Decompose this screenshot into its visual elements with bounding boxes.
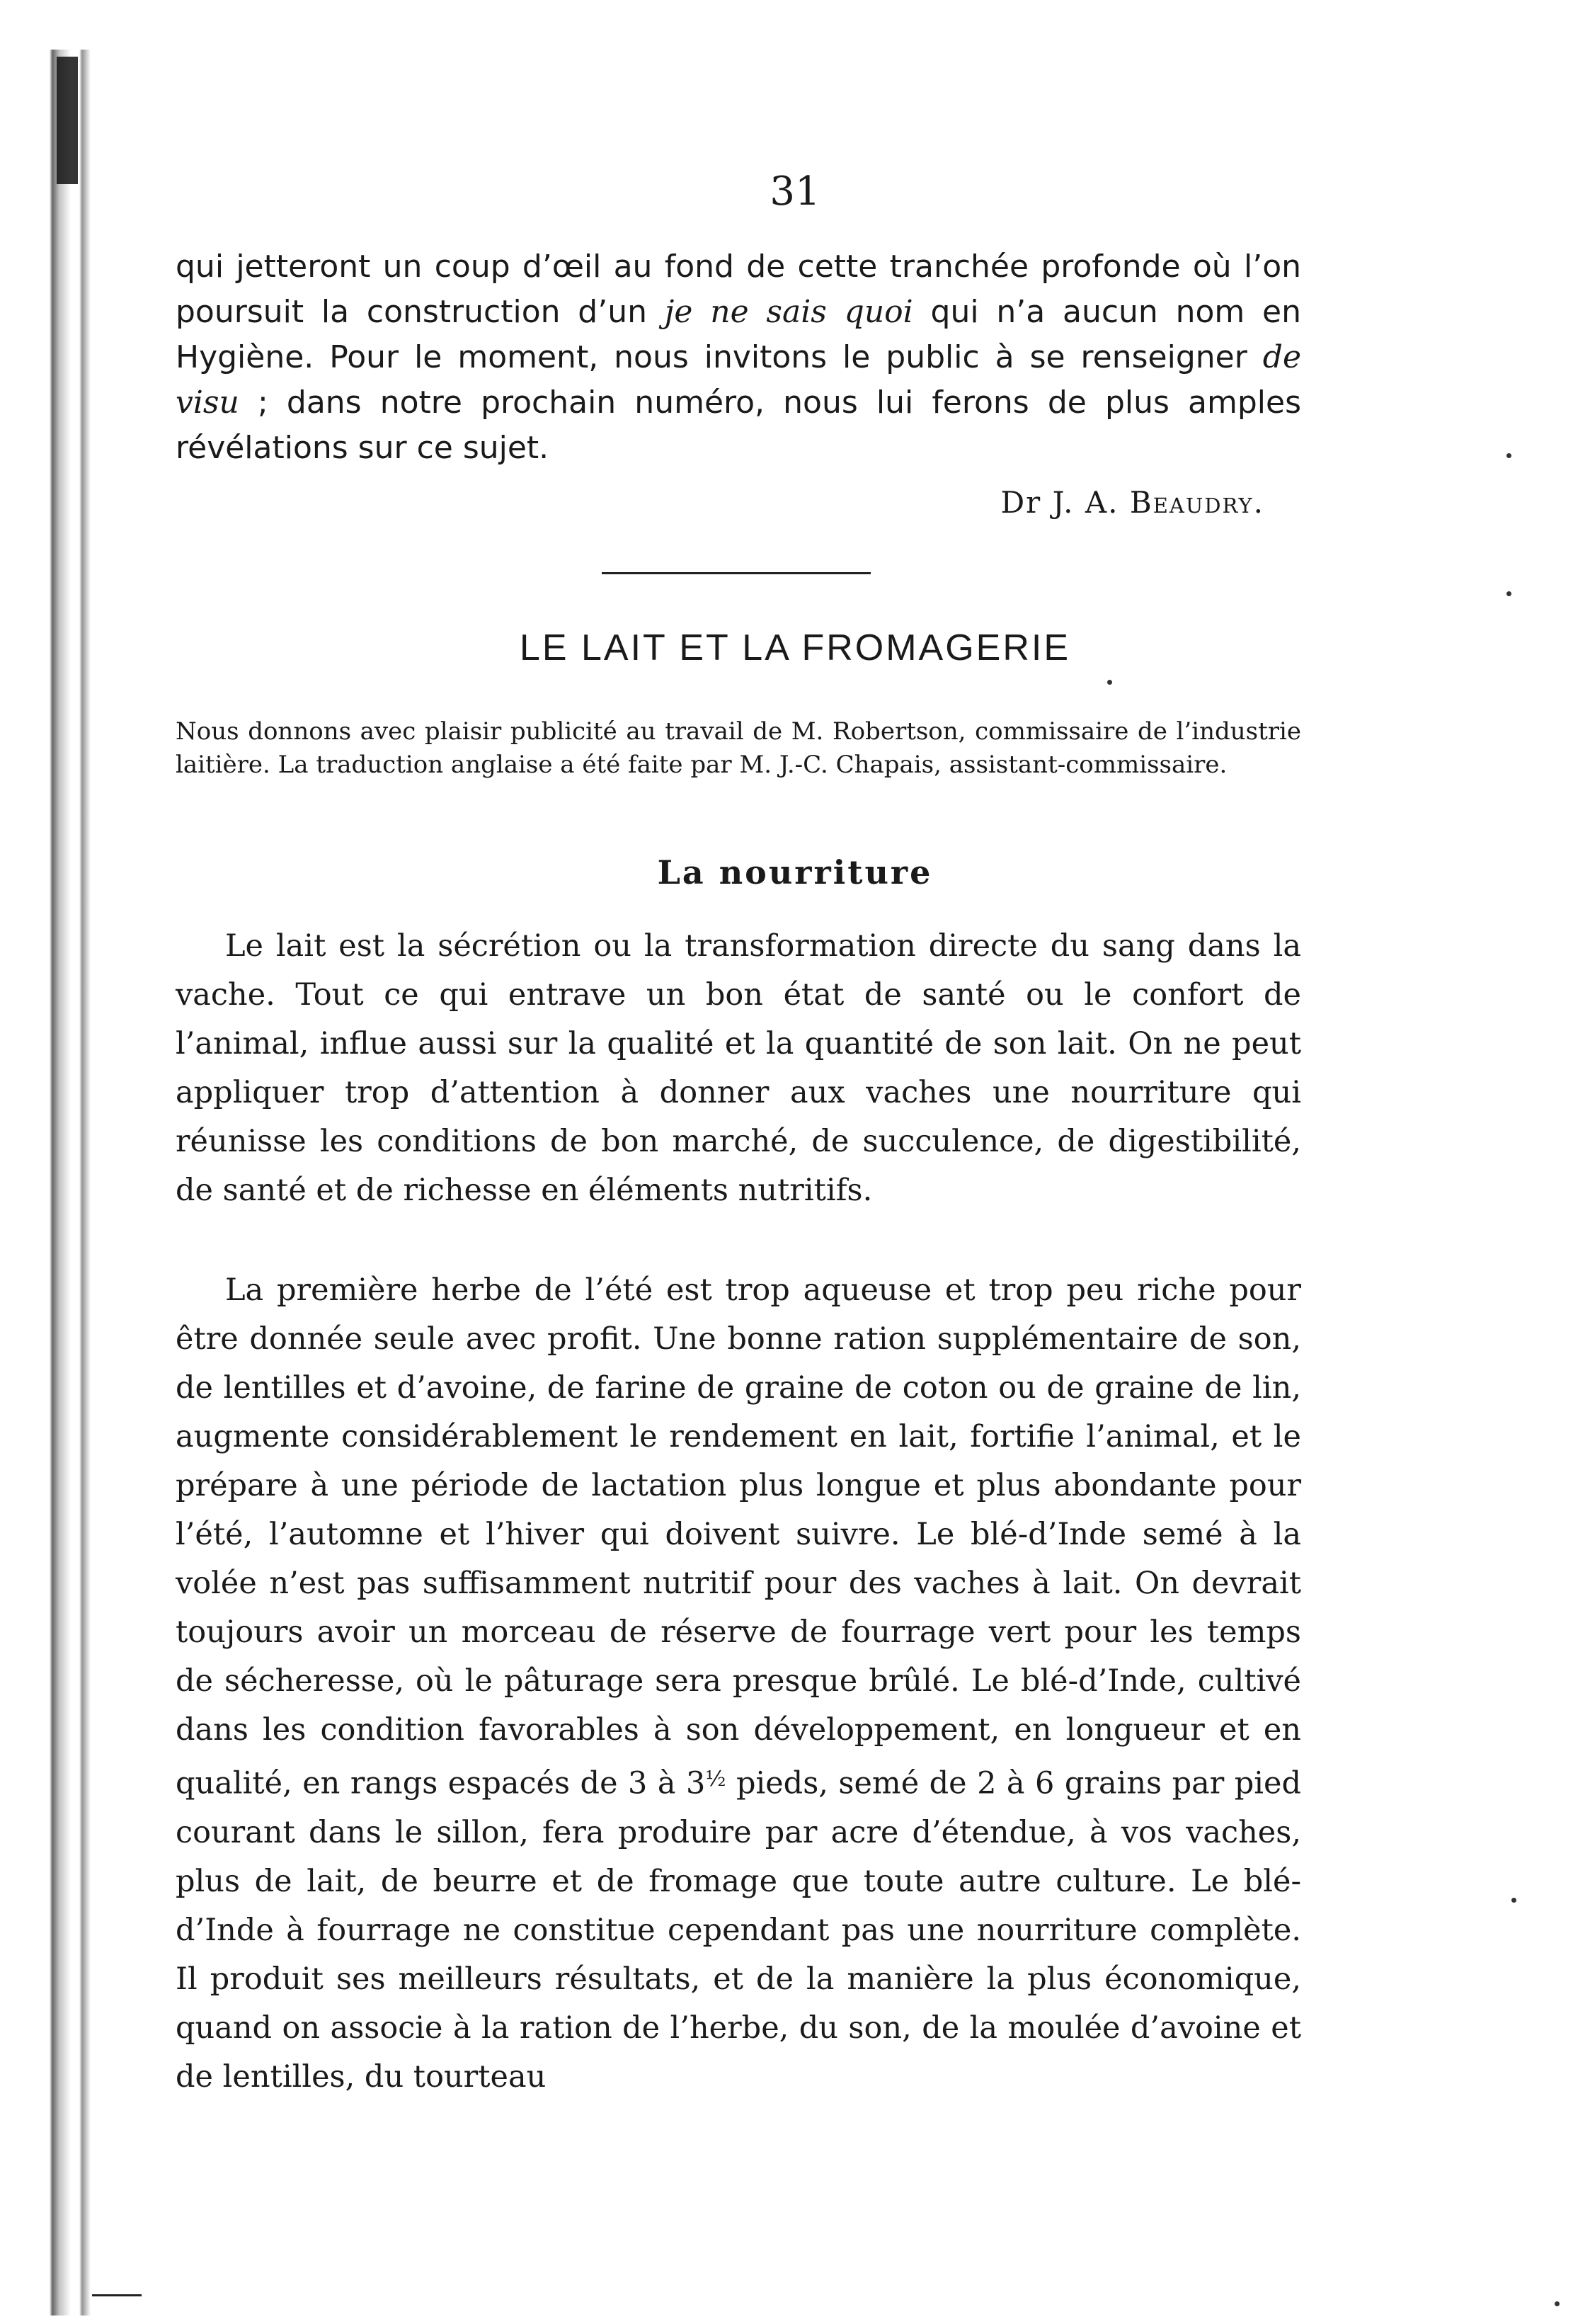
signature-name: Beaudry. <box>1129 485 1264 520</box>
italic-phrase: je ne sais quoi <box>664 294 913 330</box>
intro-paragraph: Nous donnons avec plaisir publicité au travail de M. Robertson, commissaire de l’industrie laitière. La traduction anglaise a été faite par M. J.-C. Chapais, assistant-commissaire. <box>176 717 1301 779</box>
continuation-text: ; dans notre prochain numéro, nous lui ferons de plus amples révélations sur ce sujet. <box>176 385 1301 466</box>
binding-shadow <box>57 57 78 184</box>
paragraph-text: La première herbe de l’été est trop aqueuse et trop peu riche pour être donnée seule avec profit. Une bonne ration supplémentaire de son, de lentilles et d’avoine, de farine de graine de coton ou de graine de lin, augmente considérablement le rendement en lait, fortifie l’animal, et le prépare à une période de lactation plus longue et plus abondante pour l’été, l’automne et l’hiver qui doivent suivre. Le blé-d’Inde semé à la volée n’est pas suffisamment nutritif pour des vaches à lait. On devrait toujours avoir un morceau de réserve de fourrage vert pour les temps de sécheresse, où le pâturage sera presque brûlé. Le blé-d’Inde, cultivé dans les condition favorables à son développement, en longueur et en qualité, en rangs espacés de 3 à 3 <box>176 1272 1301 1801</box>
section-title: LE LAIT ET LA FROMAGERIE <box>519 627 1071 668</box>
body-paragraph: Le lait est la sécrétion ou la transformation directe du sang dans la vache. Tout ce qui entrave un bon état de santé ou le confort de l’animal, influe aussi sur la qualité et la quantité de son lait. On ne peut appliquer trop d’attention à donner aux vaches une nourriture qui réunisse les conditions de bon marché, de succulence, de digestibilité, de santé et de richesse en éléments nutritifs. <box>176 928 1301 1208</box>
ink-speck <box>1511 1898 1516 1903</box>
section-divider <box>602 572 871 574</box>
ink-speck <box>1107 680 1112 685</box>
author-signature <box>1000 485 1264 520</box>
italic-phrase: de visu <box>176 339 1301 421</box>
continuation-paragraph <box>176 244 1301 471</box>
binding-edge <box>0 50 106 2316</box>
continuation-text: qui n’a aucun nom en Hygiène. Pour le moment, nous invitons le public à se renseigner <box>176 294 1302 375</box>
ink-speck <box>1555 2301 1560 2306</box>
binding-mark <box>92 2294 142 2296</box>
subsection-title: La nourriture <box>657 853 933 892</box>
body-paragraph <box>176 1266 1301 2102</box>
continuation-text: qui jetteront un coup d’œil au fond de cette tranchée profonde où l’on poursuit la construction d’un <box>176 249 1301 330</box>
paragraph-text: pieds, semé de 2 à 6 grains par pied courant dans le sillon, fera produire par acre d’étendue, à vos vaches, plus de lait, de beurre et de fromage que toute autre culture. Le blé-d’Inde à fourrage ne constitue cependant pas une nourriture complète. Il produit ses meilleurs résultats, et de la manière la plus économique, quand on associe à la ration de l’herbe, du son, de la moulée d’avoine et de lentilles, du tourteau <box>176 1765 1302 2095</box>
signature-prefix: Dr J. A. <box>1000 485 1130 520</box>
page-number: 31 <box>770 169 820 215</box>
fraction: ½ <box>705 1767 726 1792</box>
ink-speck <box>1506 453 1511 458</box>
ink-speck <box>1506 591 1511 596</box>
